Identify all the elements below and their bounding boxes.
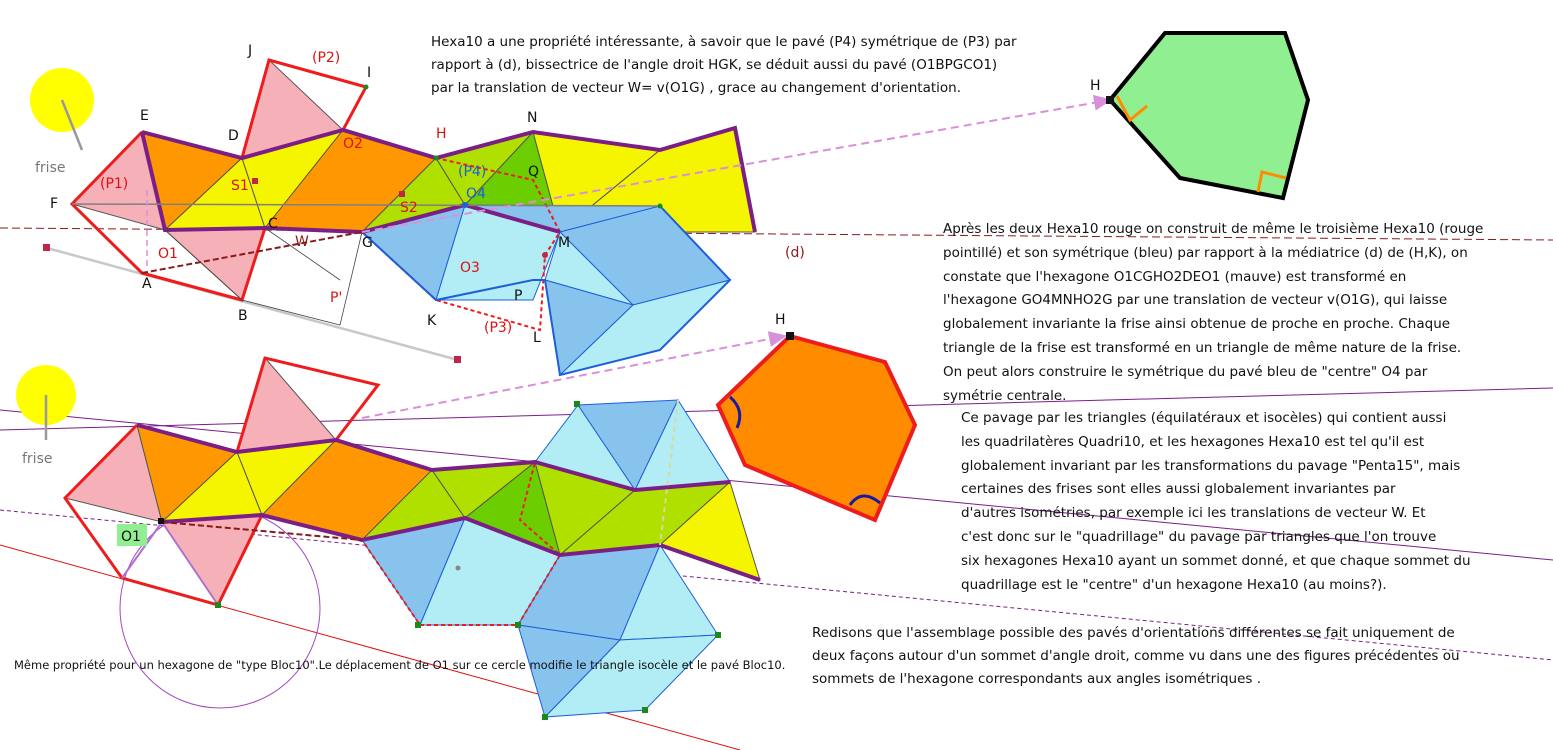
vertex (515, 622, 521, 628)
label-W: W (295, 234, 309, 250)
label-P2: (P2) (312, 50, 341, 66)
vertex (542, 714, 548, 720)
paragraph-2-line: globalement invariante la frise ainsi obtenue de proche en proche. Chaque (943, 316, 1451, 333)
vertex-H (786, 332, 794, 340)
label-K: K (427, 313, 437, 329)
label-B: B (238, 308, 248, 324)
vertex (415, 622, 421, 628)
paragraph-2-line: constate que l'hexagone O1CGHO2DEO1 (mauve) est transformé en (943, 268, 1407, 285)
label-P3: (P3) (484, 320, 513, 336)
frise-widget-top[interactable] (30, 68, 94, 176)
paragraph-3-line: globalement invariant par les transformations du pavage "Penta15", mais (961, 457, 1461, 474)
vertex (434, 156, 439, 161)
label-N: N (527, 110, 538, 126)
label-G: G (362, 235, 373, 251)
label-D: D (228, 128, 239, 144)
frise-label: frise (22, 451, 53, 467)
green-hexagon-figure (1090, 33, 1308, 198)
vertex-H (1106, 96, 1114, 104)
label-H: H (436, 126, 447, 142)
vertex (456, 566, 461, 571)
vertex (252, 178, 258, 184)
label-M: M (558, 235, 571, 251)
paragraph-2-line: Après les deux Hexa10 rouge on construit de même le troisième Hexa10 (rouge (943, 221, 1484, 237)
slider-handle[interactable] (454, 356, 461, 363)
frise-label: frise (35, 160, 66, 176)
label-L: L (533, 330, 541, 346)
label-E: E (140, 108, 149, 124)
label-F: F (50, 196, 59, 212)
label-A: A (142, 276, 152, 292)
label-P1: (P1) (100, 176, 129, 192)
pink-triangle (162, 515, 262, 605)
vertex-O1[interactable] (158, 518, 164, 524)
paragraph-3-line: quadrillage est le "centre" d'un hexagone Hexa10 (au moins?). (961, 576, 1387, 593)
pink-triangle (165, 228, 265, 300)
paragraph-3-line: d'autres isométries, par exemple ici les translations de vecteur W. Et (961, 505, 1426, 522)
vertex (364, 85, 369, 90)
label-O4: O4 (466, 186, 486, 202)
label-Q: Q (528, 164, 540, 180)
label-d: (d) (785, 245, 805, 261)
paragraph-4 (812, 622, 1460, 691)
vertex (715, 632, 721, 638)
vertex (574, 401, 580, 407)
vertex (462, 202, 468, 208)
orange-hexagon (718, 336, 915, 520)
paragraph-2 (943, 218, 1483, 408)
label-Pprime: P' (330, 290, 343, 306)
paragraph-3-line: c'est donc sur le "quadrillage" du pavage par triangles que l'on trouve (961, 528, 1437, 545)
paragraph-1-line: rapport à (d), bissectrice de l'angle droit HGK, se déduit aussi du pavé (O1BPGCO1) (431, 57, 998, 73)
label-O3: O3 (460, 260, 480, 276)
vertex (642, 707, 648, 713)
paragraph-2-line: On peut alors construire le symétrique du pavé bleu de "centre" O4 par (943, 363, 1428, 380)
vertex (658, 204, 663, 209)
paragraph-1-line: par la translation de vecteur W= v(O1G) , grace au changement d'orientation. (431, 80, 962, 96)
vertex (399, 191, 405, 197)
paragraph-4-line: Redisons que l'assemblage possible des pavés d'orientations différentes se fait uniquement de (812, 625, 1455, 641)
label-C: C (268, 216, 278, 232)
slider-handle[interactable] (43, 244, 50, 251)
paragraph-4-line: deux façons autour d'un sommet d'angle droit, comme vu dans une des figures précédentes ou (812, 648, 1460, 664)
figure-caption: Même propriété pour un hexagone de "type Bloc10".Le déplacement de O1 sur ce cercle modifie le triangle isocèle et le pavé Bloc10. (14, 658, 786, 672)
paragraph-2-line: symétrie centrale. (943, 387, 1067, 404)
frise-widget-bottom[interactable] (16, 365, 76, 467)
label-P: P (514, 288, 523, 304)
label-O1-bottom: O1 (121, 529, 141, 545)
label-I: I (367, 65, 372, 81)
label-S1: S1 (231, 178, 249, 194)
label-P4: (P4) (458, 164, 487, 180)
paragraph-3-line: Ce pavage par les triangles (équilatéraux et isocèles) qui contient aussi (961, 410, 1447, 426)
label-S2: S2 (400, 200, 418, 216)
paragraph-3-line: certaines des frises sont elles aussi globalement invariantes par (961, 481, 1396, 498)
paragraph-3 (961, 407, 1471, 597)
paragraph-1 (431, 31, 1017, 100)
label-H-green: H (1090, 78, 1101, 94)
label-O1: O1 (158, 246, 178, 262)
paragraph-3-line: six hexagones Hexa10 ayant un sommet donné, et que chaque sommet du (961, 552, 1471, 569)
green-hexagon (1110, 33, 1308, 198)
paragraph-2-line: triangle de la frise est transformé en un triangle de même nature de la frise. (943, 339, 1462, 356)
label-J: J (248, 43, 253, 59)
paragraph-3-line: les quadrilatères Quadri10, et les hexagones Hexa10 est tel qu'il est (961, 433, 1425, 450)
label-O2: O2 (343, 136, 363, 152)
vertex (542, 252, 548, 258)
paragraph-2-line: l'hexagone GO4MNHO2G par une translation de vecteur v(O1G), qui laisse (943, 292, 1448, 309)
paragraph-4-line: sommets de l'hexagone correspondants aux angles isométriques . (812, 671, 1262, 687)
label-H-orange: H (775, 312, 786, 328)
paragraph-2-line: pointillé) et son symétrique (bleu) par rapport à la médiatrice (d) de (H,K), on (943, 244, 1468, 261)
paragraph-1-line: Hexa10 a une propriété intéressante, à savoir que le pavé (P4) symétrique de (P3) par (431, 34, 1017, 50)
vertex (215, 602, 221, 608)
